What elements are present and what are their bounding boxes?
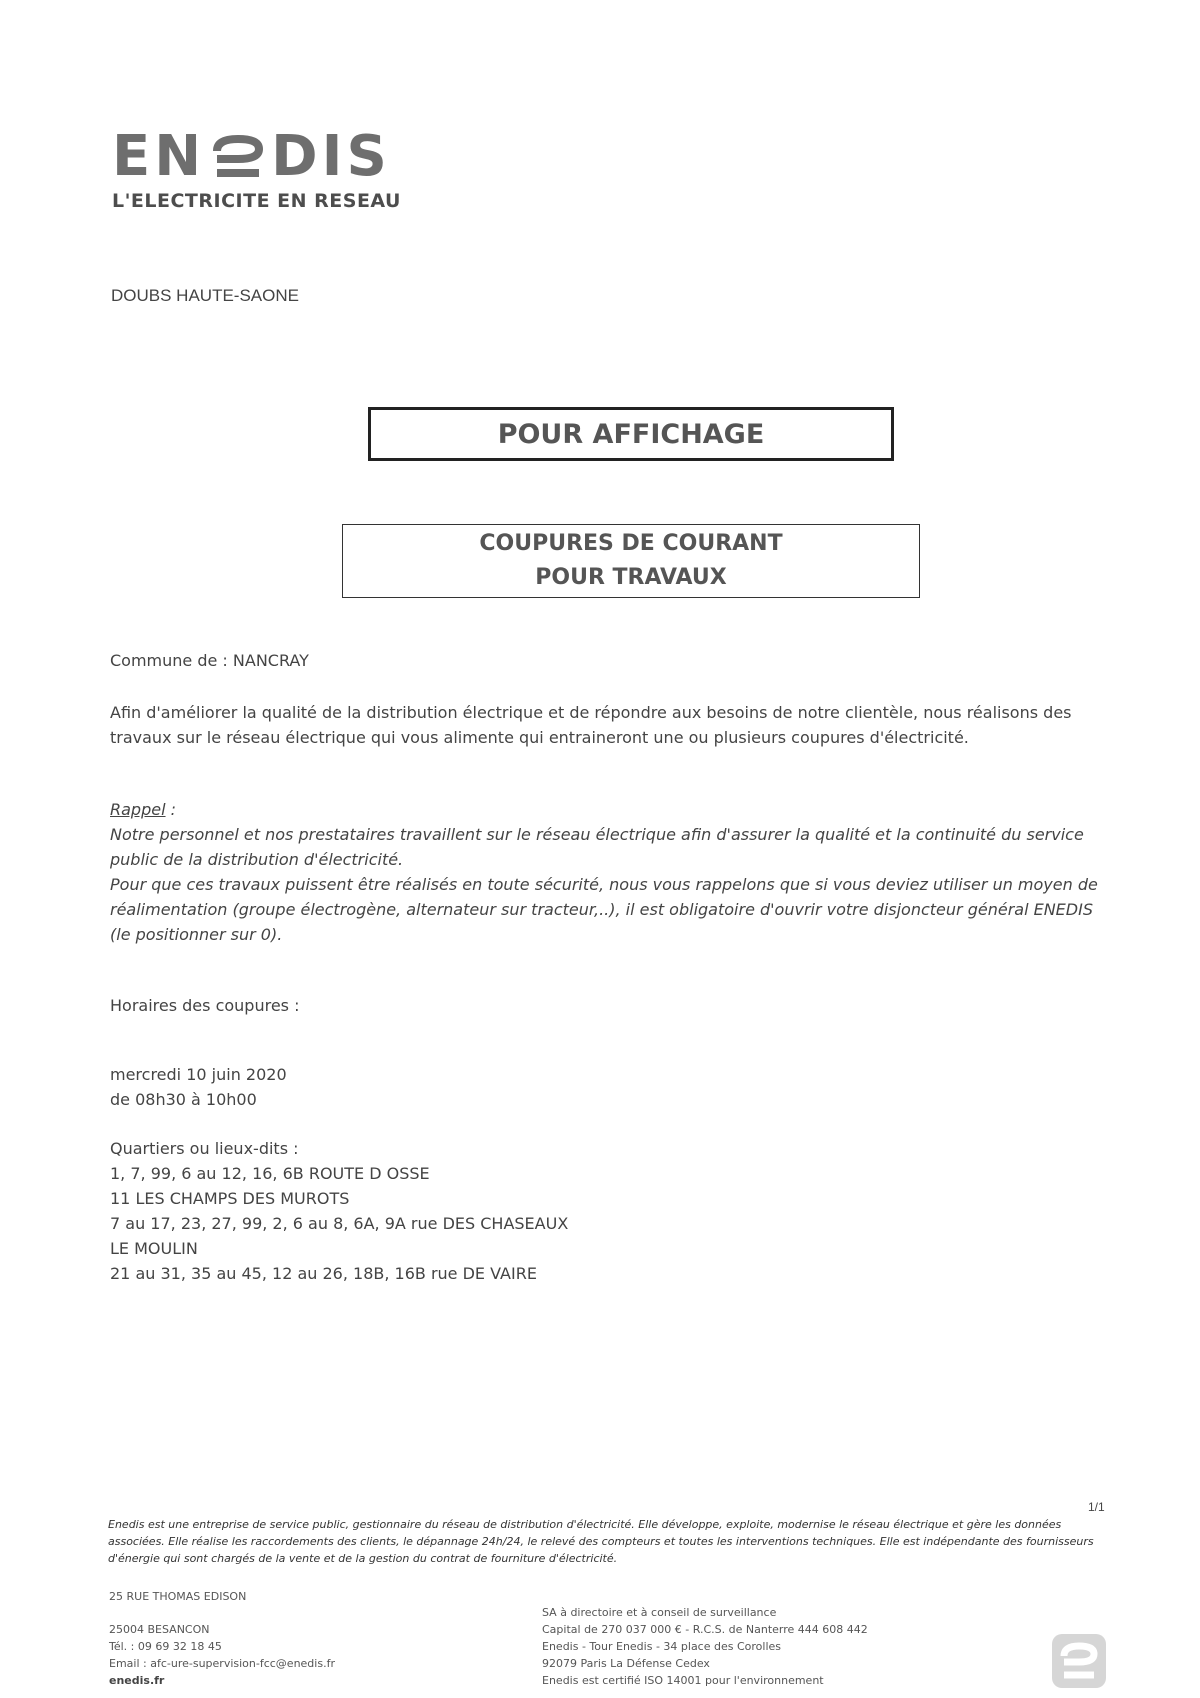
location-item: 7 au 17, 23, 27, 99, 2, 6 au 8, 6A, 9A rue DES CHASEAUX	[110, 1214, 569, 1233]
logo-wordmark-right: DIS	[271, 124, 391, 189]
rappel-body	[110, 822, 1115, 947]
page-number: 1/1	[1088, 1500, 1105, 1514]
footer-company-line: SA à directoire et à conseil de surveillance	[542, 1606, 777, 1619]
enedis-mark-icon	[209, 133, 267, 181]
coupures-line-1: COUPURES DE COURANT	[479, 531, 783, 556]
coupures-header	[342, 524, 920, 598]
rappel-paragraph-1: Notre personnel et nos prestataires travaillent sur le réseau électrique afin d'assurer la qualité et la continuité du service public de la distribution d'électricité.	[110, 825, 1084, 869]
pour-affichage-header	[368, 407, 894, 461]
intro-paragraph: Afin d'améliorer la qualité de la distribution électrique et de répondre aux besoins de notre clientèle, nous réalisons des travaux sur le réseau électrique qui vous alimente qui entraineront une ou plusieurs coupures d'électricité.	[110, 703, 1072, 747]
footer-street: 25 RUE THOMAS EDISON	[109, 1590, 247, 1603]
footer-website-link[interactable]: enedis.fr	[109, 1674, 165, 1687]
footer-company-line: Enedis est certifié ISO 14001 pour l'environnement	[542, 1674, 824, 1687]
logo-wordmark	[112, 126, 401, 188]
location-item: LE MOULIN	[110, 1239, 198, 1258]
rappel-title: Rappel	[110, 800, 166, 819]
logo-wordmark-left: EN	[112, 124, 206, 189]
schedule-date: mercredi 10 juin 2020	[110, 1065, 287, 1084]
footer-email[interactable]: Email : afc-ure-supervision-fcc@enedis.fr	[109, 1657, 335, 1670]
location-item: 21 au 31, 35 au 45, 12 au 26, 18B, 16B rue DE VAIRE	[110, 1264, 537, 1283]
footer-phone: Tél. : 09 69 32 18 45	[109, 1640, 222, 1653]
footer-company-line: Enedis - Tour Enedis - 34 place des Corolles	[542, 1640, 782, 1653]
commune: Commune de : NANCRAY	[110, 651, 309, 670]
enedis-logo	[112, 126, 401, 212]
locations-list	[110, 1161, 568, 1286]
footer-company-info	[542, 1604, 868, 1689]
footer-company-line: Capital de 270 037 000 € - R.C.S. de Nanterre 444 608 442	[542, 1623, 868, 1636]
rappel-heading	[110, 797, 176, 822]
enedis-corner-mark-icon	[1050, 1632, 1108, 1690]
schedule-label: Horaires des coupures :	[110, 996, 300, 1015]
footer-company-line: 92079 Paris La Défense Cedex	[542, 1657, 710, 1670]
rappel-paragraph-2: Pour que ces travaux puissent être réalisés en toute sécurité, nous vous rappelons que si vous deviez utiliser un moyen de réalimentation (groupe électrogène, alternateur sur tracteur,..), il est obligatoire d'ouvrir votre disjoncteur général ENEDIS (le positionner sur 0).	[110, 875, 1098, 944]
legal-notice: Enedis est une entreprise de service public, gestionnaire du réseau de distribution d'électricité. Elle développe, exploite, modernise le réseau électrique et gère les données associées. Elle réalise les raccordements des clients, le dépannage 24h/24, le relevé des compteurs et toutes les interventions techniques. Elle est indépendante des fournisseurs d'énergie qui sont chargés de la vente et de la gestion du contrat de fourniture d'électricité.	[108, 1518, 1094, 1565]
coupures-line-2: POUR TRAVAUX	[535, 565, 727, 590]
footer-city: 25004 BESANCON	[109, 1623, 210, 1636]
pour-affichage-text: POUR AFFICHAGE	[497, 418, 765, 450]
rappel-title-suffix: :	[165, 800, 177, 819]
logo-tagline: L'ELECTRICITE EN RESEAU	[112, 190, 401, 212]
schedule-hours: de 08h30 à 10h00	[110, 1090, 257, 1109]
locations-label: Quartiers ou lieux-dits :	[110, 1139, 299, 1158]
region-name: DOUBS HAUTE-SAONE	[111, 286, 299, 305]
footer-contact	[109, 1621, 335, 1689]
location-item: 1, 7, 99, 6 au 12, 16, 6B ROUTE D OSSE	[110, 1164, 430, 1183]
location-item: 11 LES CHAMPS DES MUROTS	[110, 1189, 350, 1208]
